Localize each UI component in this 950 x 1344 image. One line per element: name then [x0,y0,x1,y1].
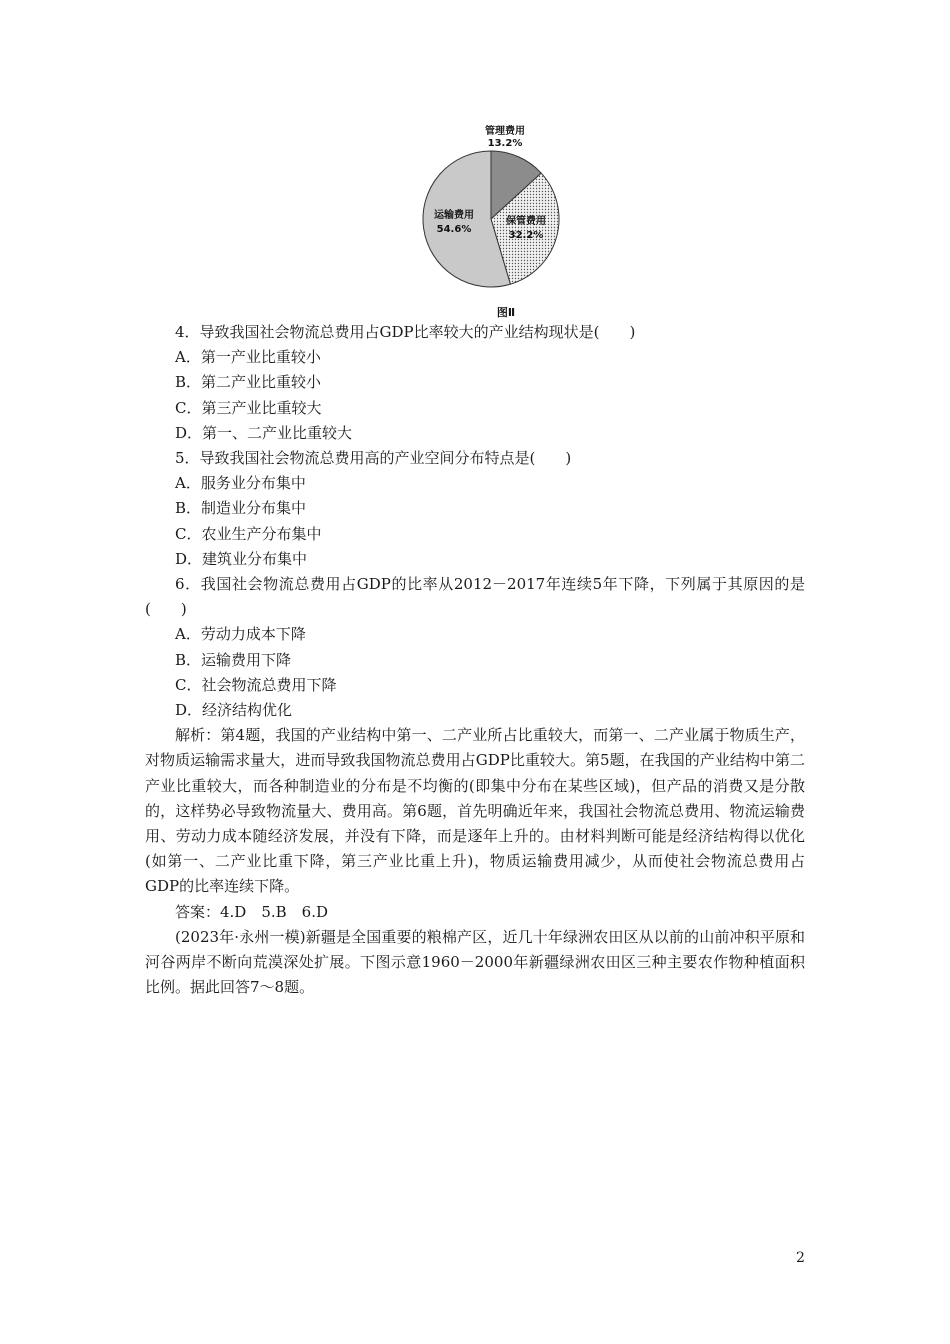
question-6-option-d: D．经济结构优化 [175,701,293,720]
pie-chart [415,118,585,323]
page-number: 2 [796,1250,805,1266]
question-6-stem: 6．我国社会物流总费用占GDP的比率从2012－2017年连续5年下降，下列属于其原因的是( ) [145,575,805,619]
slice-label-transport-name: 运输费用 [434,210,474,221]
question-4-stem: 4．导致我国社会物流总费用占GDP比率较大的产业结构现状是( ) [175,323,636,341]
answer-line: 答案：4.D 5.B 6.D [175,902,329,921]
question-4-option-a: A．第一产业比重较小 [175,348,321,367]
next-question-intro: (2023年·永州一模)新疆是全国重要的粮棉产区，近几十年绿洲农田区从以前的山前冲积平原和河谷两岸不断向荒漠深处扩展。下图示意1960－2000年新疆绿洲农田区三种主要农作物种植面积比例。据此回答7～8题。 [145,927,805,997]
question-6-option-c: C．社会物流总费用下降 [175,675,337,694]
pie-chart-figure [415,118,585,323]
slice-label-storage-value: 32.2% [508,230,544,241]
question-6-option-a: A．劳动力成本下降 [175,625,306,644]
question-5-option-c: C．农业生产分布集中 [175,524,322,543]
slice-label-management-name: 管理费用 [485,126,525,137]
slice-label-transport-value: 54.6% [436,224,472,235]
question-6-option-b: B．运输费用下降 [175,650,292,669]
question-4-option-c: C．第三产业比重较大 [175,398,322,417]
question-4-option-b: B．第二产业比重较小 [175,373,322,392]
slice-label-storage-name: 保管费用 [506,216,546,227]
analysis-paragraph: 解析：第4题，我国的产业结构中第一、二产业所占比重较大，而第一、二产业属于物质生产，对物质运输需求量大，进而导致我国物流总费用占GDP比重较大。第5题，在我国的产业结构中第二产业比重较大，而各种制造业的分布是不均衡的(即集中分布在某些区域)，但产品的消费又是分散的，这样势必导致物流量大、费用高。第6题，首先明确近年来，我国社会物流总费用、物流运输费用、劳动力成本随经济发展，并没有下降，而是逐年上升的。由材料判断可能是经济结构得以优化(如第一、二产业比重下降，第三产业比重上升)，物质运输费用减少，从而使社会物流总费用占GDP的比率连续下降。 [145,726,805,896]
chart-title: 图Ⅱ [496,306,516,319]
text-body [145,320,805,1000]
question-5-option-a: A．服务业分布集中 [175,474,306,493]
slice-label-management-value: 13.2% [487,138,523,149]
question-5-stem: 5．导致我国社会物流总费用高的产业空间分布特点是( ) [175,449,572,468]
question-5-option-d: D．建筑业分布集中 [175,549,308,568]
question-4-option-d: D．第一、二产业比重较大 [175,423,353,442]
question-5-option-b: B．制造业分布集中 [175,499,307,518]
